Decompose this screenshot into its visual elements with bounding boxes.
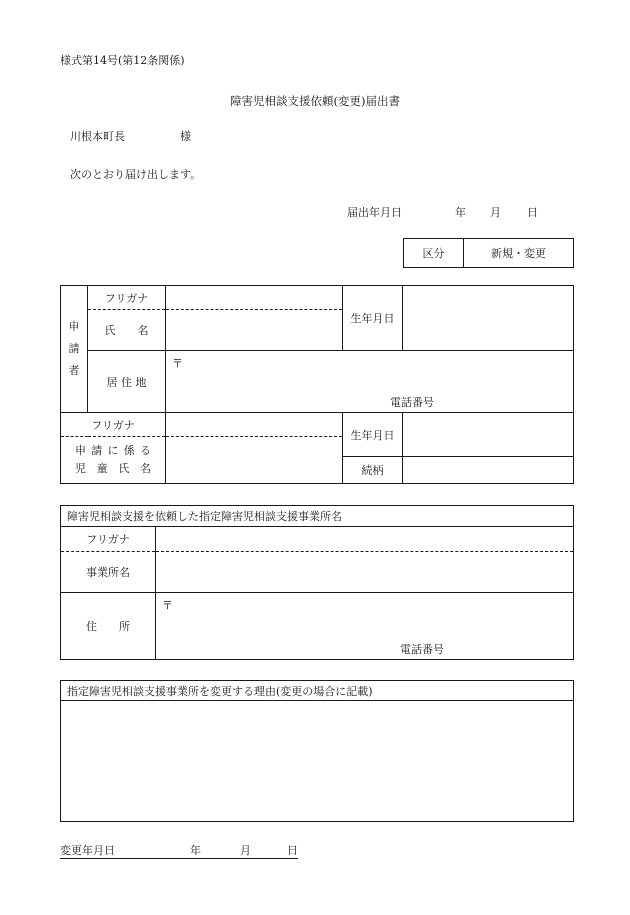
- office-name-label: 事業所名: [61, 552, 156, 593]
- office-furigana-label: フリガナ: [61, 527, 156, 552]
- child-furigana-label: フリガナ: [61, 413, 166, 437]
- child-relationship-label: 続柄: [343, 457, 403, 484]
- applicant-birthdate-field[interactable]: [403, 286, 574, 351]
- office-table: [60, 505, 574, 660]
- postal-mark-icon: 〒: [162, 599, 173, 612]
- applicant-table: [60, 285, 574, 484]
- submission-date-day: 日: [527, 206, 538, 219]
- applicant-furigana-label: フリガナ: [88, 286, 166, 310]
- submission-date-year: 年: [455, 206, 466, 219]
- reason-table: [60, 680, 574, 822]
- applicant-name-label: 氏 名: [88, 310, 166, 351]
- addressee-name: 川根本町長: [70, 130, 125, 143]
- child-furigana-field[interactable]: [166, 413, 343, 437]
- change-date-year: 年: [190, 844, 201, 857]
- submission-date-label: 届出年月日: [347, 206, 402, 219]
- document-title: 障害児相談支援依頼(変更)届出書: [230, 94, 400, 108]
- submission-date-month: 月: [490, 206, 501, 219]
- office-address-label: 住 所: [61, 593, 156, 660]
- intro-text: 次のとおり届け出します。: [70, 168, 202, 181]
- change-date-day: 日: [287, 844, 298, 857]
- child-birthdate-field[interactable]: [403, 413, 574, 457]
- applicant-furigana-field[interactable]: [166, 286, 343, 310]
- child-name-label: [61, 437, 166, 484]
- change-date-label: 変更年月日: [60, 844, 115, 857]
- form-number: 様式第14号(第12条関係): [60, 54, 185, 67]
- child-relationship-field[interactable]: [403, 457, 574, 484]
- category-table: [403, 238, 574, 268]
- applicant-side-char: 請: [68, 342, 80, 355]
- child-name-label-line1: 申請に係る: [75, 444, 151, 457]
- office-phone-label: 電話番号: [400, 643, 444, 656]
- office-furigana-field[interactable]: [156, 527, 574, 552]
- applicant-name-field[interactable]: [166, 310, 343, 351]
- category-label: 区分: [404, 239, 464, 268]
- child-name-label-line2: 児童氏名: [75, 462, 151, 475]
- child-name-field[interactable]: [166, 437, 343, 484]
- reason-section-title: 指定障害児相談支援事業所を変更する理由(変更の場合に記載): [61, 681, 574, 701]
- office-section-title: 障害児相談支援を依頼した指定障害児相談支援事業所名: [61, 506, 574, 527]
- applicant-birthdate-label: 生年月日: [343, 286, 403, 351]
- applicant-side-label: [61, 286, 88, 413]
- change-date-month: 月: [240, 844, 251, 857]
- reason-field[interactable]: [61, 701, 574, 822]
- office-name-field[interactable]: [156, 552, 574, 593]
- applicant-side-char: 申: [68, 320, 80, 333]
- applicant-address-label: 居 住 地: [88, 351, 166, 413]
- applicant-address-field[interactable]: [166, 351, 574, 413]
- change-date-line: [60, 842, 298, 859]
- applicant-phone-label: 電話番号: [390, 396, 434, 409]
- child-birthdate-label: 生年月日: [343, 413, 403, 457]
- category-value[interactable]: 新規・変更: [464, 239, 574, 268]
- postal-mark-icon: 〒: [172, 357, 183, 370]
- addressee-honorific: 様: [180, 130, 191, 143]
- applicant-side-char: 者: [68, 364, 80, 377]
- office-address-field[interactable]: [156, 593, 574, 660]
